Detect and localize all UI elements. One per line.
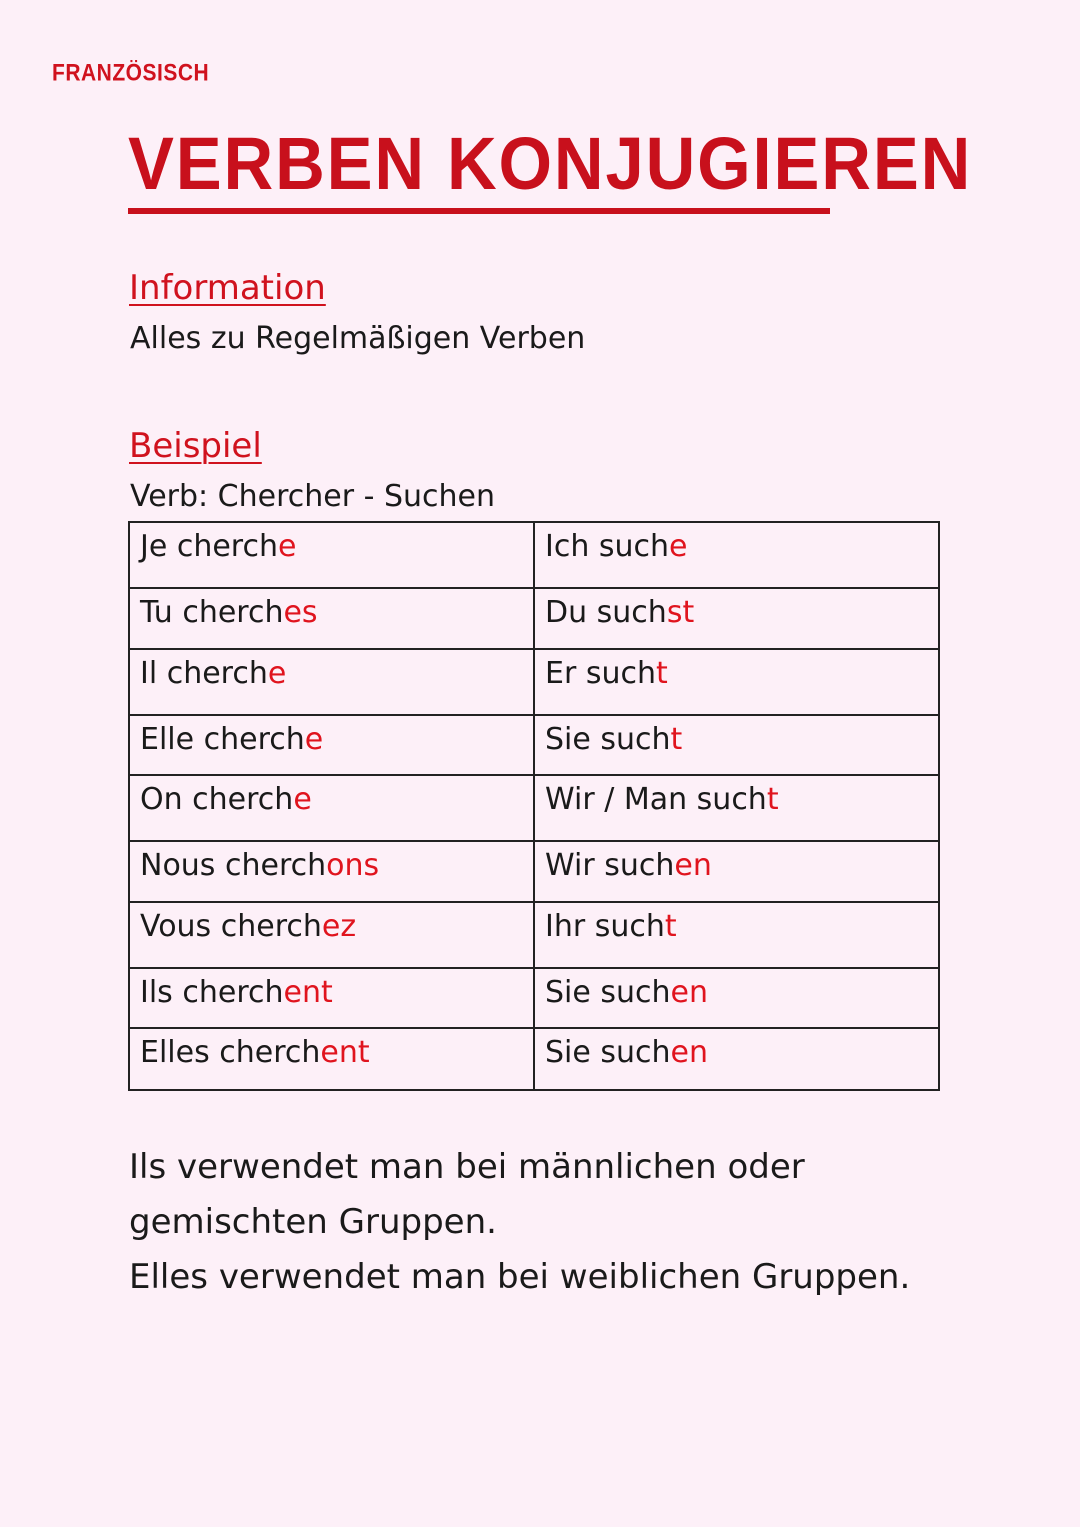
verb-stem: Tu cherch [140, 595, 284, 630]
french-form-cell [129, 588, 534, 649]
german-form-cell [534, 775, 939, 841]
subject-label: FRANZÖSISCH [52, 60, 210, 87]
verb-ending: ent [283, 975, 333, 1010]
verb-ending: e [278, 529, 297, 564]
verb-stem: Nous cherch [140, 848, 327, 883]
conjugation-table [128, 521, 940, 1091]
information-heading: Information [129, 268, 326, 308]
conjugation-row [129, 649, 939, 715]
verb-stem: Er such [545, 656, 656, 691]
french-form-cell [129, 1028, 534, 1090]
verb-stem: Sie such [545, 722, 671, 757]
verb-stem: Du such [545, 595, 667, 630]
example-heading: Beispiel [129, 426, 262, 466]
verb-stem: Elles cherch [140, 1035, 321, 1070]
verb-stem: Elle cherch [140, 722, 305, 757]
verb-stem: Ils cherch [140, 975, 284, 1010]
german-form-cell [534, 1028, 939, 1090]
french-form-cell [129, 649, 534, 715]
verb-ending: ez [321, 909, 357, 944]
conjugation-row [129, 841, 939, 902]
verb-stem: Ich such [545, 529, 670, 564]
note-line: Ils verwendet man bei männlichen oder [129, 1147, 805, 1187]
conjugation-row [129, 968, 939, 1028]
verb-stem: Wir / Man such [545, 782, 767, 817]
usage-notes [129, 1140, 1009, 1305]
french-form-cell [129, 775, 534, 841]
german-form-cell [534, 715, 939, 775]
note-line: gemischten Gruppen. [129, 1202, 497, 1242]
verb-ending: e [669, 529, 688, 564]
verb-stem: Sie such [545, 1035, 671, 1070]
french-form-cell [129, 841, 534, 902]
verb-ending: en [670, 975, 709, 1010]
page-title: VERBEN KONJUGIEREN [128, 122, 973, 205]
conjugation-row [129, 715, 939, 775]
verb-ending: ons [326, 848, 380, 883]
verb-ending: t [655, 656, 668, 691]
german-form-cell [534, 649, 939, 715]
verb-ending: e [267, 656, 287, 691]
verb-ending: t [766, 782, 779, 817]
conjugation-row [129, 588, 939, 649]
verb-stem: Vous cherch [140, 909, 322, 944]
verb-line: Verb: Chercher - Suchen [130, 479, 495, 514]
verb-ending: t [664, 909, 677, 944]
french-form-cell [129, 715, 534, 775]
french-form-cell [129, 902, 534, 968]
verb-ending: es [283, 595, 318, 630]
verb-stem: Il cherch [140, 656, 268, 691]
verb-ending: en [674, 848, 712, 883]
conjugation-row [129, 902, 939, 968]
german-form-cell [534, 522, 939, 588]
verb-stem: Sie such [545, 975, 671, 1010]
verb-ending: t [670, 722, 683, 757]
title-underline [128, 208, 830, 214]
french-form-cell [129, 968, 534, 1028]
german-form-cell [534, 841, 939, 902]
german-form-cell [534, 902, 939, 968]
french-form-cell [129, 522, 534, 588]
verb-ending: en [670, 1035, 709, 1070]
conjugation-row [129, 1028, 939, 1090]
information-text: Alles zu Regelmäßigen Verben [130, 321, 586, 356]
verb-ending: st [666, 595, 695, 630]
note-line: Elles verwendet man bei weiblichen Gruppen. [129, 1257, 911, 1297]
conjugation-row [129, 775, 939, 841]
german-form-cell [534, 968, 939, 1028]
verb-stem: Wir such [545, 848, 675, 883]
verb-ending: ent [320, 1035, 370, 1070]
verb-stem: Je cherch [140, 529, 278, 564]
conjugation-row [129, 522, 939, 588]
verb-stem: Ihr such [545, 909, 665, 944]
german-form-cell [534, 588, 939, 649]
verb-ending: e [304, 722, 324, 757]
verb-stem: On cherch [140, 782, 294, 817]
verb-ending: e [293, 782, 312, 817]
